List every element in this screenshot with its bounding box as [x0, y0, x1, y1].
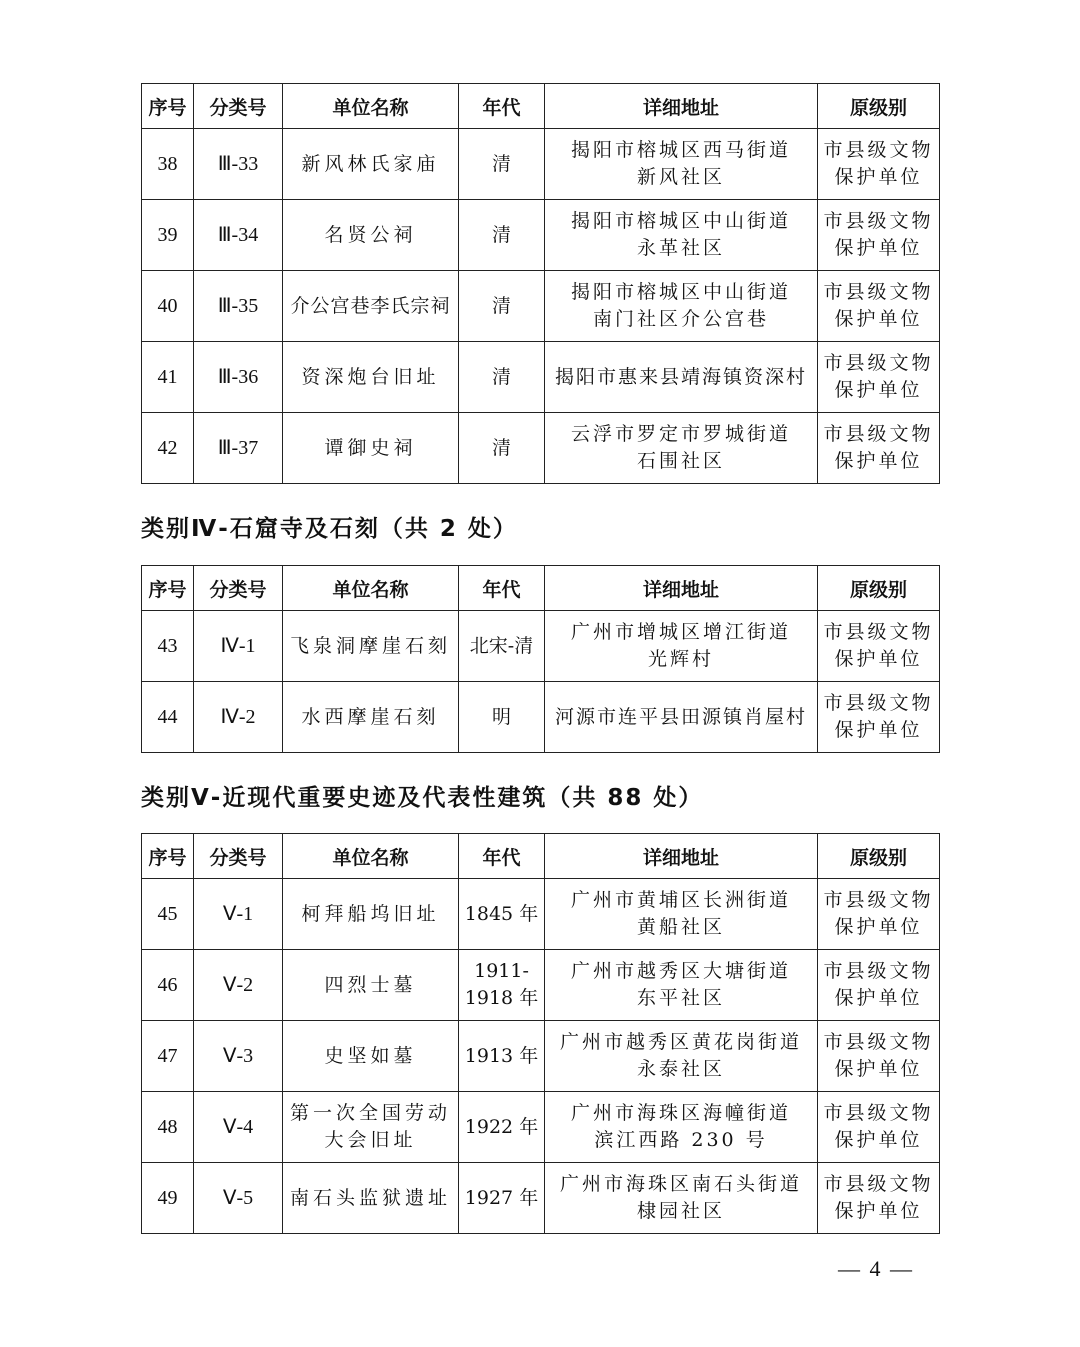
- addr-line: 广州市海珠区南石头街道: [559, 1173, 802, 1195]
- name-line: 飞泉洞摩崖石刻: [289, 634, 451, 657]
- level-line: 保护单位: [834, 648, 923, 670]
- category-code-cell: Ⅴ-2: [194, 950, 283, 1021]
- address-cell: [545, 879, 818, 950]
- addr-line: 揭阳市榕城区西马街道: [570, 139, 791, 161]
- category-code-cell: Ⅲ-36: [194, 342, 283, 413]
- serial-number-cell: 43: [142, 611, 194, 682]
- serial-number-cell: 42: [142, 413, 194, 484]
- addr-line: 东平社区: [636, 987, 725, 1009]
- category-code-cell: Ⅴ-3: [194, 1021, 283, 1092]
- header-address: 详细地址: [545, 566, 818, 611]
- name-line: 第一次全国劳动: [289, 1102, 451, 1124]
- serial-number-cell: 49: [142, 1163, 194, 1234]
- serial-number-cell: 39: [142, 200, 194, 271]
- name-line: 四烈士墓: [324, 973, 417, 996]
- header-unit-name: 单位名称: [283, 834, 459, 879]
- header-original-level: 原级别: [818, 84, 940, 129]
- category-code-cell: Ⅲ-34: [194, 200, 283, 271]
- era-line: 清: [491, 223, 511, 246]
- header-original-level: 原级别: [818, 566, 940, 611]
- category-code-cell: Ⅲ-35: [194, 271, 283, 342]
- original-level-cell: [818, 1021, 940, 1092]
- name-line: 介公宫巷李氏宗祠: [290, 294, 451, 317]
- table-row: [142, 413, 940, 484]
- address-cell: [545, 611, 818, 682]
- table-row: [142, 682, 940, 753]
- serial-number-cell: 41: [142, 342, 194, 413]
- unit-name-cell: [283, 1092, 459, 1163]
- level-line: 市县级文物: [823, 423, 934, 445]
- addr-line: 棣园社区: [636, 1200, 725, 1222]
- era-line: 清: [491, 365, 511, 388]
- address-cell: [545, 1092, 818, 1163]
- name-line: 水西摩崖石刻: [301, 705, 440, 728]
- unit-name-cell: [283, 950, 459, 1021]
- era-line: 清: [491, 436, 511, 459]
- era-cell: [459, 950, 545, 1021]
- addr-line: 广州市越秀区大塘街道: [570, 960, 791, 982]
- unit-name-cell: [283, 1021, 459, 1092]
- heritage-table-category-4: [141, 565, 940, 753]
- header-era: 年代: [459, 84, 545, 129]
- table-row: [142, 1163, 940, 1234]
- name-line: 柯拜船坞旧址: [301, 902, 440, 925]
- level-line: 市县级文物: [823, 281, 934, 303]
- address-cell: [545, 950, 818, 1021]
- unit-name-cell: [283, 611, 459, 682]
- address-cell: [545, 1021, 818, 1092]
- table-header-row: [142, 84, 940, 129]
- address-cell: [545, 682, 818, 753]
- address-cell: [545, 200, 818, 271]
- name-line: 大会旧址: [324, 1129, 417, 1151]
- serial-number-cell: 48: [142, 1092, 194, 1163]
- original-level-cell: [818, 682, 940, 753]
- level-line: 保护单位: [834, 916, 923, 938]
- header-unit-name: 单位名称: [283, 84, 459, 129]
- address-cell: [545, 413, 818, 484]
- unit-name-cell: [283, 129, 459, 200]
- level-line: 保护单位: [834, 379, 923, 401]
- serial-number-cell: 40: [142, 271, 194, 342]
- original-level-cell: [818, 129, 940, 200]
- name-line: 资深炮台旧址: [301, 365, 440, 388]
- unit-name-cell: [283, 200, 459, 271]
- addr-line: 广州市黄埔区长洲街道: [570, 889, 791, 911]
- original-level-cell: [818, 200, 940, 271]
- page-number: — 4 —: [838, 1256, 914, 1281]
- era-line: 1845 年: [464, 902, 539, 925]
- header-category-code: 分类号: [194, 566, 283, 611]
- table-row: [142, 1092, 940, 1163]
- name-line: 史坚如墓: [324, 1044, 417, 1067]
- name-line: 名贤公祠: [324, 223, 417, 246]
- category-code-cell: Ⅴ-4: [194, 1092, 283, 1163]
- level-line: 保护单位: [834, 237, 923, 259]
- header-category-code: 分类号: [194, 84, 283, 129]
- addr-line: 云浮市罗定市罗城街道: [570, 423, 791, 445]
- table-row: [142, 342, 940, 413]
- addr-line: 新风社区: [636, 166, 725, 188]
- level-line: 市县级文物: [823, 1173, 934, 1195]
- category-code-cell: Ⅲ-37: [194, 413, 283, 484]
- addr-line: 揭阳市榕城区中山街道: [570, 210, 791, 232]
- table-header-row: [142, 834, 940, 879]
- addr-line: 滨江西路 230 号: [594, 1129, 768, 1151]
- level-line: 保护单位: [834, 1129, 923, 1151]
- era-line: 1927 年: [464, 1186, 539, 1209]
- era-line: 明: [491, 705, 511, 728]
- era-line: 清: [491, 152, 511, 175]
- original-level-cell: [818, 271, 940, 342]
- addr-line: 光辉村: [647, 648, 714, 670]
- addr-line: 揭阳市榕城区中山街道: [570, 281, 791, 303]
- level-line: 市县级文物: [823, 210, 934, 232]
- unit-name-cell: [283, 1163, 459, 1234]
- name-line: 新风林氏家庙: [301, 152, 440, 175]
- serial-number-cell: 47: [142, 1021, 194, 1092]
- name-line: 谭御史祠: [324, 436, 417, 459]
- header-serial-number: 序号: [142, 834, 194, 879]
- name-line: 南石头监狱遗址: [289, 1186, 451, 1209]
- section-heading-category-5: 类别Ⅴ-近现代重要史迹及代表性建筑（共 88 处）: [141, 785, 704, 811]
- serial-number-cell: 44: [142, 682, 194, 753]
- table-row: [142, 271, 940, 342]
- era-cell: [459, 271, 545, 342]
- unit-name-cell: [283, 879, 459, 950]
- header-category-code: 分类号: [194, 834, 283, 879]
- era-cell: [459, 342, 545, 413]
- era-cell: [459, 879, 545, 950]
- addr-line: 河源市连平县田源镇肖屋村: [554, 705, 807, 728]
- heritage-table-category-3: [141, 83, 940, 484]
- level-line: 市县级文物: [823, 352, 934, 374]
- unit-name-cell: [283, 342, 459, 413]
- era-cell: [459, 682, 545, 753]
- level-line: 市县级文物: [823, 692, 934, 714]
- level-line: 保护单位: [834, 166, 923, 188]
- addr-line: 南门社区介公宫巷: [592, 308, 769, 330]
- era-line: 清: [491, 294, 511, 317]
- serial-number-cell: 46: [142, 950, 194, 1021]
- original-level-cell: [818, 611, 940, 682]
- original-level-cell: [818, 413, 940, 484]
- original-level-cell: [818, 1092, 940, 1163]
- addr-line: 石围社区: [636, 450, 725, 472]
- era-line: 1918 年: [464, 987, 539, 1009]
- addr-line: 永泰社区: [636, 1058, 725, 1080]
- level-line: 市县级文物: [823, 960, 934, 982]
- addr-line: 广州市越秀区黄花岗街道: [559, 1031, 802, 1053]
- addr-line: 广州市海珠区海幢街道: [570, 1102, 791, 1124]
- level-line: 市县级文物: [823, 621, 934, 643]
- address-cell: [545, 129, 818, 200]
- table-row: [142, 200, 940, 271]
- category-code-cell: Ⅳ-1: [194, 611, 283, 682]
- serial-number-cell: 38: [142, 129, 194, 200]
- table-row: [142, 950, 940, 1021]
- era-line: 1922 年: [464, 1115, 539, 1138]
- level-line: 市县级文物: [823, 1031, 934, 1053]
- era-cell: [459, 611, 545, 682]
- addr-line: 广州市增城区增江街道: [570, 621, 791, 643]
- header-unit-name: 单位名称: [283, 566, 459, 611]
- header-original-level: 原级别: [818, 834, 940, 879]
- original-level-cell: [818, 879, 940, 950]
- level-line: 保护单位: [834, 450, 923, 472]
- table-row: [142, 129, 940, 200]
- era-cell: [459, 413, 545, 484]
- category-code-cell: Ⅴ-1: [194, 879, 283, 950]
- address-cell: [545, 1163, 818, 1234]
- unit-name-cell: [283, 682, 459, 753]
- era-cell: [459, 129, 545, 200]
- level-line: 保护单位: [834, 987, 923, 1009]
- table-row: [142, 879, 940, 950]
- level-line: 市县级文物: [823, 1102, 934, 1124]
- addr-line: 揭阳市惠来县靖海镇资深村: [554, 365, 807, 388]
- category-code-cell: Ⅲ-33: [194, 129, 283, 200]
- category-code-cell: Ⅳ-2: [194, 682, 283, 753]
- address-cell: [545, 271, 818, 342]
- original-level-cell: [818, 342, 940, 413]
- heritage-table-category-5: [141, 833, 940, 1234]
- table-row: [142, 611, 940, 682]
- level-line: 保护单位: [834, 719, 923, 741]
- level-line: 保护单位: [834, 1200, 923, 1222]
- header-serial-number: 序号: [142, 84, 194, 129]
- unit-name-cell: [283, 271, 459, 342]
- level-line: 市县级文物: [823, 889, 934, 911]
- original-level-cell: [818, 1163, 940, 1234]
- era-cell: [459, 1021, 545, 1092]
- addr-line: 永革社区: [636, 237, 725, 259]
- original-level-cell: [818, 950, 940, 1021]
- serial-number-cell: 45: [142, 879, 194, 950]
- era-line: 1913 年: [464, 1044, 539, 1067]
- section-heading-category-4: 类别Ⅳ-石窟寺及石刻（共 2 处）: [141, 516, 518, 542]
- table-row: [142, 1021, 940, 1092]
- addr-line: 黄船社区: [636, 916, 725, 938]
- era-cell: [459, 1163, 545, 1234]
- header-era: 年代: [459, 834, 545, 879]
- address-cell: [545, 342, 818, 413]
- level-line: 保护单位: [834, 1058, 923, 1080]
- era-cell: [459, 200, 545, 271]
- era-line: 1911-: [474, 960, 529, 982]
- header-era: 年代: [459, 566, 545, 611]
- header-address: 详细地址: [545, 84, 818, 129]
- level-line: 保护单位: [834, 308, 923, 330]
- header-serial-number: 序号: [142, 566, 194, 611]
- table-header-row: [142, 566, 940, 611]
- unit-name-cell: [283, 413, 459, 484]
- category-code-cell: Ⅴ-5: [194, 1163, 283, 1234]
- era-line: 北宋-清: [469, 634, 534, 657]
- header-address: 详细地址: [545, 834, 818, 879]
- level-line: 市县级文物: [823, 139, 934, 161]
- era-cell: [459, 1092, 545, 1163]
